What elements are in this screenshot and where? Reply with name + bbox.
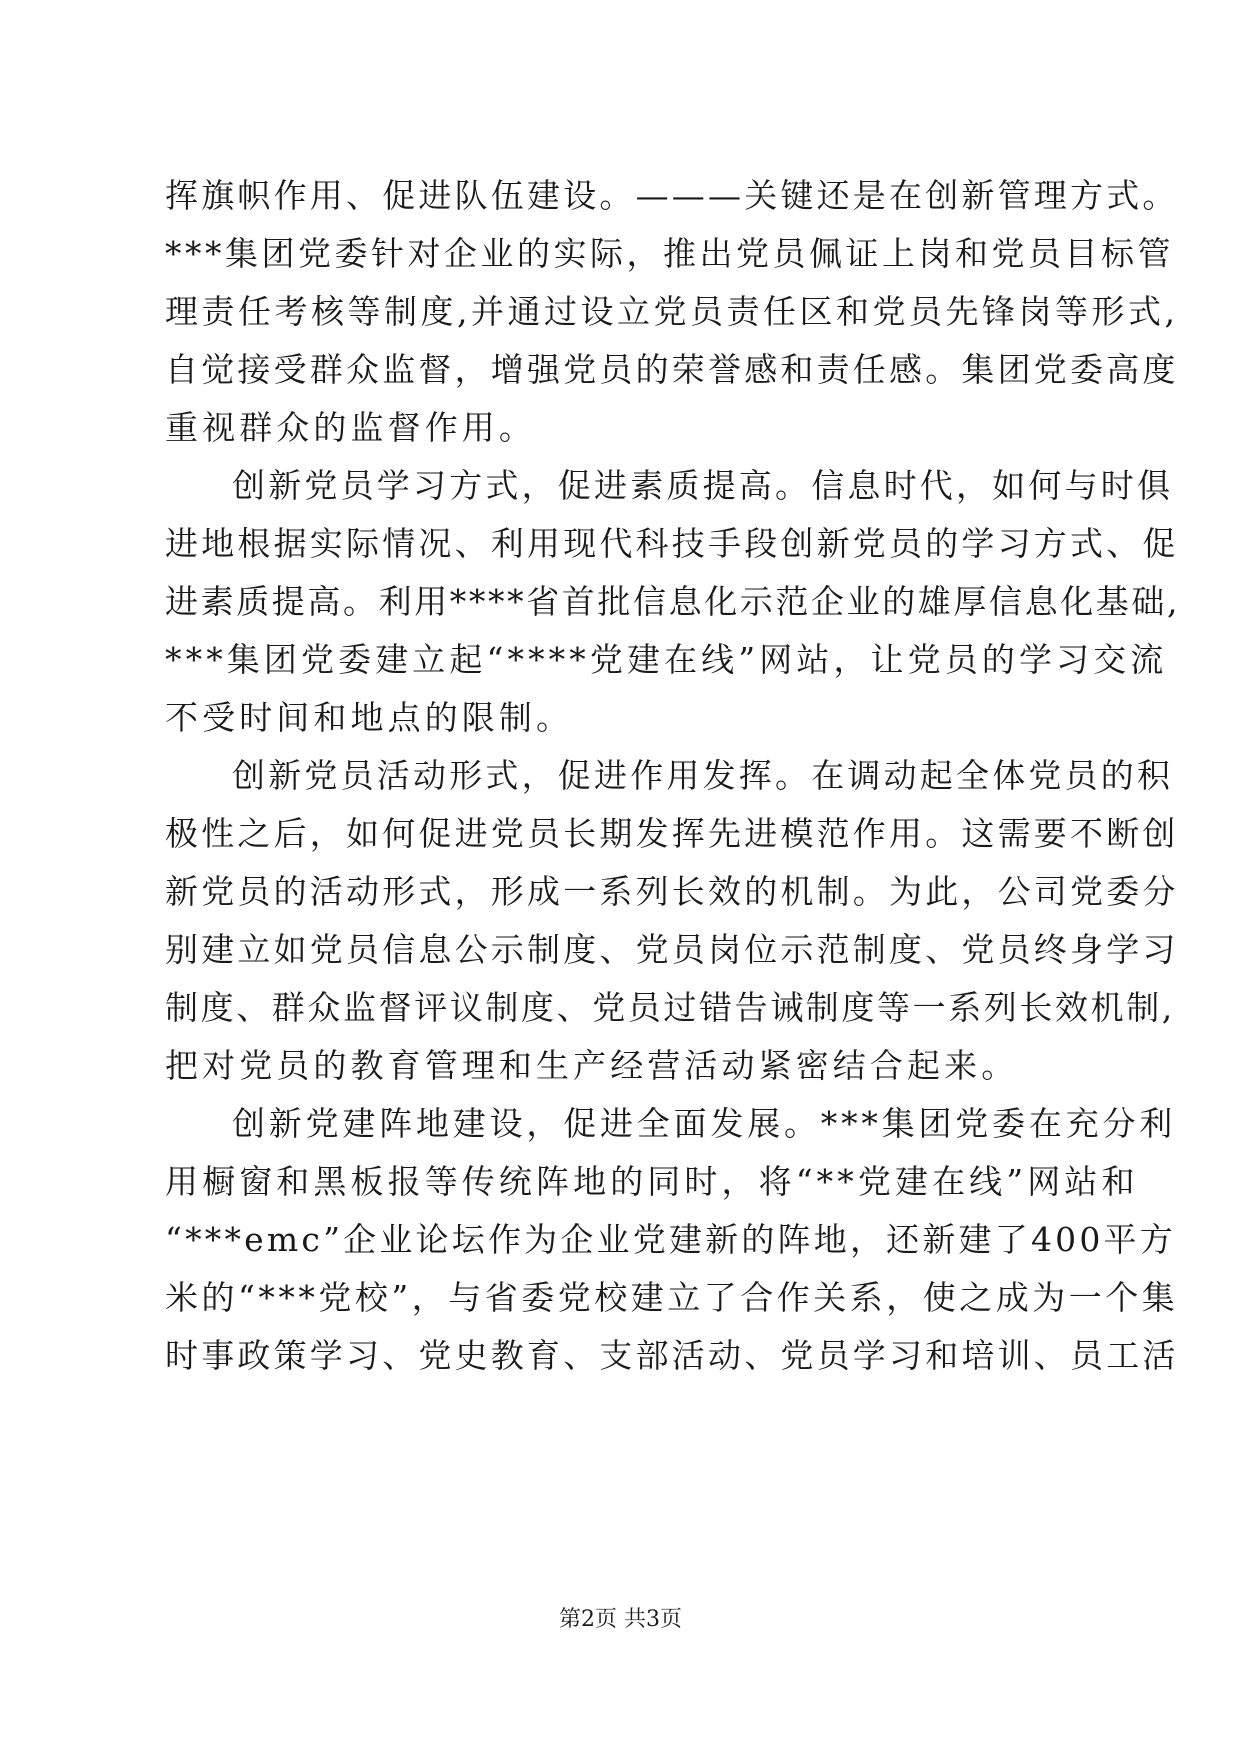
page-number-footer: 第2页 共3页 (559, 1607, 682, 1632)
text-line: “***emc”企业论坛作为企业党建新的阵地，还新建了400平方 (165, 1220, 1176, 1259)
text-line: 米的“***党校”，与省委党校建立了合作关系，使之成为一个集 (165, 1278, 1179, 1317)
text-line: ***集团党委建立起“****党建在线”网站，让党员的学习交流 (165, 640, 1168, 679)
paragraph-first-line: 创新党员活动形式，促进作用发挥。在调动起全体党员的积 (232, 756, 1174, 795)
paragraph-first-line: 创新党建阵地建设，促进全面发展。***集团党委在充分利 (232, 1104, 1177, 1143)
text-line: 重视群众的监督作用。 (165, 408, 536, 447)
text-line: 别建立如党员信息公示制度、党员岗位示范制度、党员终身学习 (165, 930, 1179, 969)
text-line: 时事政策学习、党史教育、支部活动、党员学习和培训、员工活 (165, 1336, 1179, 1375)
text-line: ***集团党委针对企业的实际，推出党员佩证上岗和党员目标管 (165, 234, 1174, 273)
paragraph-first-line: 创新党员学习方式，促进素质提高。信息时代，如何与时俱 (232, 466, 1174, 505)
text-line: 进素质提高。利用****省首批信息化示范企业的雄厚信息化基础, (165, 582, 1181, 621)
text-line: 极性之后，如何促进党员长期发挥先进模范作用。这需要不断创 (165, 814, 1179, 853)
text-line: 用橱窗和黑板报等传统阵地的同时，将“**党建在线”网站和 (165, 1162, 1139, 1201)
text-line: 挥旗帜作用、促进队伍建设。———关键还是在创新管理方式。 (165, 176, 1179, 215)
text-line: 进地根据实际情况、利用现代科技手段创新党员的学习方式、促 (165, 524, 1179, 563)
text-line: 自觉接受群众监督，增强党员的荣誉感和责任感。集团党委高度 (165, 350, 1179, 389)
text-line: 新党员的活动形式，形成一系列长效的机制。为此，公司党委分 (165, 872, 1179, 911)
text-line: 把对党员的教育管理和生产经营活动紧密结合起来。 (165, 1046, 1019, 1085)
text-line: 制度、群众监督评议制度、党员过错告诫制度等一系列长效机制, (165, 988, 1175, 1027)
text-line: 理责任考核等制度,并通过设立党员责任区和党员先锋岗等形式, (165, 292, 1179, 331)
text-line: 不受时间和地点的限制。 (165, 698, 574, 737)
